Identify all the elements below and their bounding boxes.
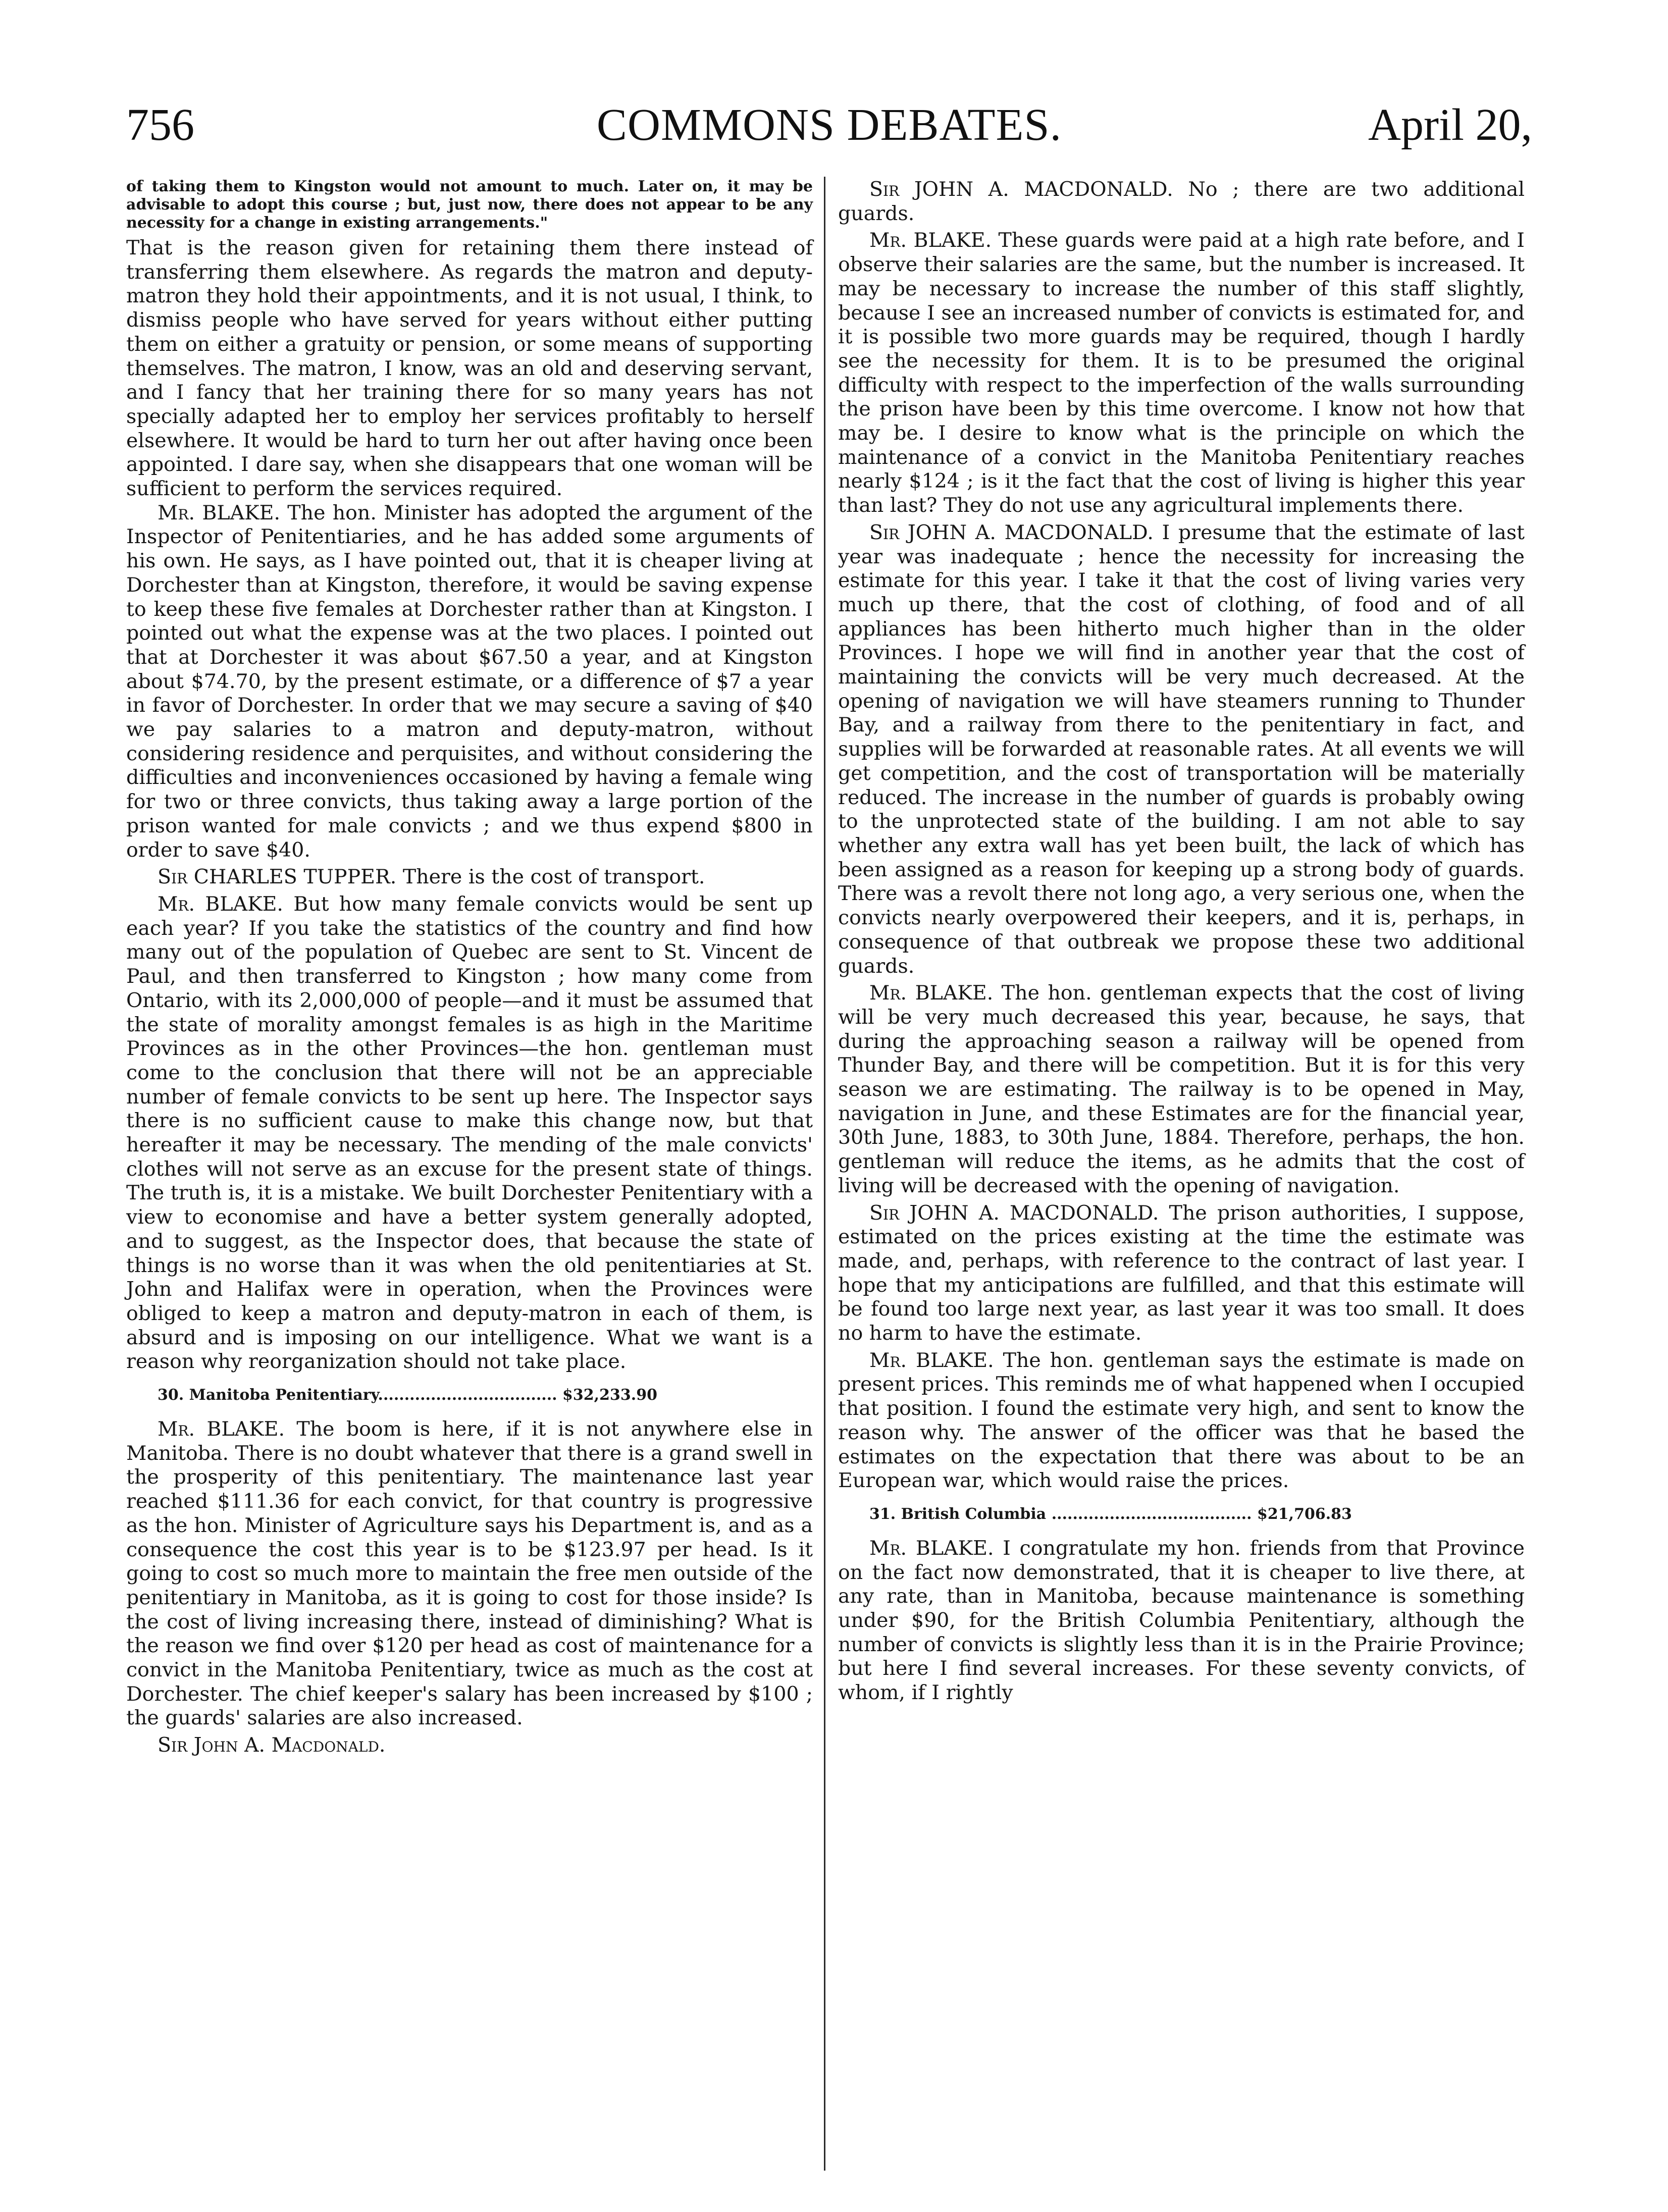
speaker-name: Mr. BLAKE.	[158, 1417, 285, 1441]
speech-paragraph	[838, 229, 1525, 517]
speaker-name: Mr. BLAKE.	[869, 1536, 994, 1560]
paragraph: That is the reason given for retaining them there instead of transferring them elsewhere. As regards the matron and deputy-matron they hold their appointments, and it is not usual, I think, to dismiss people who have served for years without either putting them on either a gratuity or pension, or some means of supporting themselves. The matron, I know, was an old and deserving servant, and I fancy that her training there for so many years has not specially adapted her to employ her services profitably to herself elsewhere. It would be hard to turn her out after having once been appointed. I dare say, when she disappears that one woman will be sufficient to perform the services required.	[126, 236, 813, 501]
speech-text: But how many female convicts would be sent up each year? If you take the statistics of the country and find how many out of the population of Quebec are sent to St. Vincent de Paul, and then transferred to Kingston ; how many come from Ontario, with its 2,000,000 of people—and it must be assumed that the state of morality amongst females is as high in the Maritime Provinces as in the other Provinces—the hon. gentleman must come to the conclusion that there will not be an appreciable number of female convicts to be sent up here. The Inspector says there is no sufficient cause to make this change now, but that hereafter it may be necessary. The mending of the male convicts' clothes will not serve as an excuse for the present state of things. The truth is, it is a mistake. We built Dorchester Penitentiary with a view to economise and have a better system generally adopted, and to suggest, as the Inspector does, that because the state of things is no worse than it was when the old penitentiaries at St. John and Halifax were in operation, when the Provinces were obliged to keep a matron and deputy-matron in each of them, is absurd and is imposing on our intelligence. What we want is a reason why reorganization should not take place.	[126, 892, 813, 1374]
column-divider	[824, 177, 825, 2171]
speaker-name: Mr. BLAKE.	[869, 981, 994, 1005]
speech-text: These guards were paid at a high rate before, and I observe their salaries are the same, but the number is increased. It may be necessary to increase the number of this staff slightly, because I see an increased number of convicts is estimated for, and it is possible two more guards may be required, though I hardly see the necessity for them. It is to be presumed the original difficulty with respect to the imperfection of the walls surrounding the prison have been by this time overcome. I know not how that may be. I desire to know what is the principle on which the maintenance of a convict in the Manitoba Penitentiary reaches nearly $124 ; is it the fact that the cost of living is higher this year than last? They do not use any agricultural implements there.	[838, 229, 1525, 517]
speaker-name: Mr. BLAKE.	[158, 892, 283, 916]
quoted-excerpt: of taking them to Kingston would not amount to much. Later on, it may be advisable to adopt this course ; but, just now, there does not appear to be any necessity for a change in existing arrangements."	[126, 178, 813, 232]
speech-paragraph	[126, 1417, 813, 1730]
speech-text: The prison authorities, I suppose, estimated on the prices existing at the time the estimate was made, and, perhaps, with reference to the contract of last year. I hope that my anticipations are fulfilled, and that this estimate will be found too large next year, as last year it was too small. It does no harm to have the estimate.	[838, 1201, 1525, 1345]
estimate-item: 30. Manitoba Penitentiary.................................. $32,233.90	[158, 1386, 657, 1404]
page-header	[126, 99, 1532, 160]
estimate-item: 31. British Columbia ...................................... $21,706.83	[869, 1505, 1352, 1523]
speaker-name: Mr. BLAKE.	[158, 501, 281, 524]
right-column	[838, 178, 1525, 1708]
speech-paragraph	[126, 501, 813, 863]
speaker-name: Mr. BLAKE.	[869, 1348, 994, 1372]
left-column	[126, 178, 813, 1758]
speech-text: The hon. gentleman says the estimate is made on present prices. This reminds me of what happened when I occupied that position. I found the estimate very high, and sent to know the reason why. The answer of the officer was that he based the estimates on the expectation that there was about to be an European war, which would raise the prices.	[838, 1348, 1525, 1493]
speaker-name: Sir CHARLES TUPPER.	[158, 865, 397, 889]
speaker-name: Sir JOHN A. MACDONALD.	[869, 1201, 1159, 1225]
speech-text: I presume that the estimate of last year was inadequate ; hence the necessity for increasing the estimate for this year. I take it that the cost of living varies very much up there, that the cost of clothing, of food and of all appliances has been hitherto much higher than in the older Provinces. I hope we will find in another year that the cost of maintaining the convicts will be very much decreased. At the opening of navigation we will have steamers running to Thunder Bay, and a railway from there to the penitentiary in fact, and supplies will be forwarded at reasonable rates. At all events we will get competition, and the cost of transportation will be materially reduced. The increase in the number of guards is probably owing to the unprotected state of the building. I am not able to say whether any extra wall has yet been built, the lack of which has been assigned as a reason for keeping up a strong body of guards. There was a revolt there not long ago, a very serious one, when the convicts nearly overpowered their keepers, and it is, perhaps, in consequence of that outbreak we propose these two additional guards.	[838, 520, 1525, 978]
speech-text: The hon. Minister has adopted the argument of the Inspector of Penitentiaries, and he has added some arguments of his own. He says, as I have pointed out, that it is cheaper living at Dorchester than at Kingston, therefore, it would be saving expense to keep these five females at Dorchester rather than at Kingston. I pointed out what the expense was at the two places. I pointed out that at Dorchester it was about $67.50 a year, and at Kingston about $74.70, by the present estimate, or a difference of $7 a year in favor of Dorchester. In order that we may secure a saving of $40 we pay salaries to a matron and deputy-matron, without considering residence and perquisites, and without considering the difficulties and inconveniences occasioned by having a female wing for two or three convicts, thus taking away a large portion of the prison wanted for male convicts ; and we thus expend $800 in order to save $40.	[126, 501, 813, 862]
speech-text: The hon. gentleman expects that the cost of living will be very much decreased this year, because, he says, that during the approaching season a railway will be opened from Thunder Bay, and there will be competition. But it is for this very season we are estimating. The railway is to be opened in May, navigation in June, and these Estimates are for the financial year, 30th June, 1883, to 30th June, 1884. Therefore, perhaps, the hon. gentleman will reduce the items, as he admits that the cost of living will be decreased with the opening of navigation.	[838, 981, 1525, 1197]
speech-text: No ; there are two additional guards.	[838, 178, 1525, 225]
speaker-cue: Sir John A. Macdonald.	[158, 1733, 386, 1757]
page-number: 756	[126, 100, 194, 150]
speech-paragraph	[838, 981, 1525, 1198]
speaker-name: Mr. BLAKE.	[869, 229, 992, 252]
speech-text: I congratulate my hon. friends from that Province on the fact now demonstrated, that it is cheaper to live there, at any rate, than in Manitoba, because maintenance is something under $90, for the British Columbia Penitentiary, although the number of convicts is slightly less than it is in the Prairie Province; but here I find several increases. For these seventy convicts, of whom, if I rightly	[838, 1536, 1525, 1705]
page-title: COMMONS DEBATES.	[596, 100, 1062, 150]
speech-paragraph	[838, 178, 1525, 226]
speech-paragraph	[838, 1201, 1525, 1346]
speaker-name: Sir JOHN A. MACDONALD.	[869, 520, 1154, 544]
speech-paragraph	[838, 1537, 1525, 1705]
speech-paragraph	[126, 892, 813, 1374]
speaker-name: Sir JOHN A. MACDONALD.	[869, 178, 1173, 201]
speech-text: The boom is here, if it is not anywhere else in Manitoba. There is no doubt whatever that there is a grand swell in the prosperity of this penitentiary. The maintenance last year reached $111.36 for each convict, for that country is progressive as the hon. Minister of Agriculture says his Department is, and as a consequence the cost this year is to be $123.97 per head. Is it going to cost so much more to maintain the free men outside of the penitentiary in Manitoba, as it is going to cost for those inside? Is the cost of living increasing there, instead of diminishing? What is the reason we find over $120 per head as cost of maintenance for a convict in the Manitoba Penitentiary, twice as much as the cost at Dorchester. The chief keeper's salary has been increased by $100 ; the guards' salaries are also increased.	[126, 1417, 813, 1730]
speech-paragraph	[126, 865, 813, 889]
speech-text: There is the cost of transport.	[396, 865, 705, 889]
page-date: April 20,	[1368, 100, 1532, 150]
speech-paragraph	[838, 1349, 1525, 1493]
speech-paragraph	[838, 521, 1525, 978]
